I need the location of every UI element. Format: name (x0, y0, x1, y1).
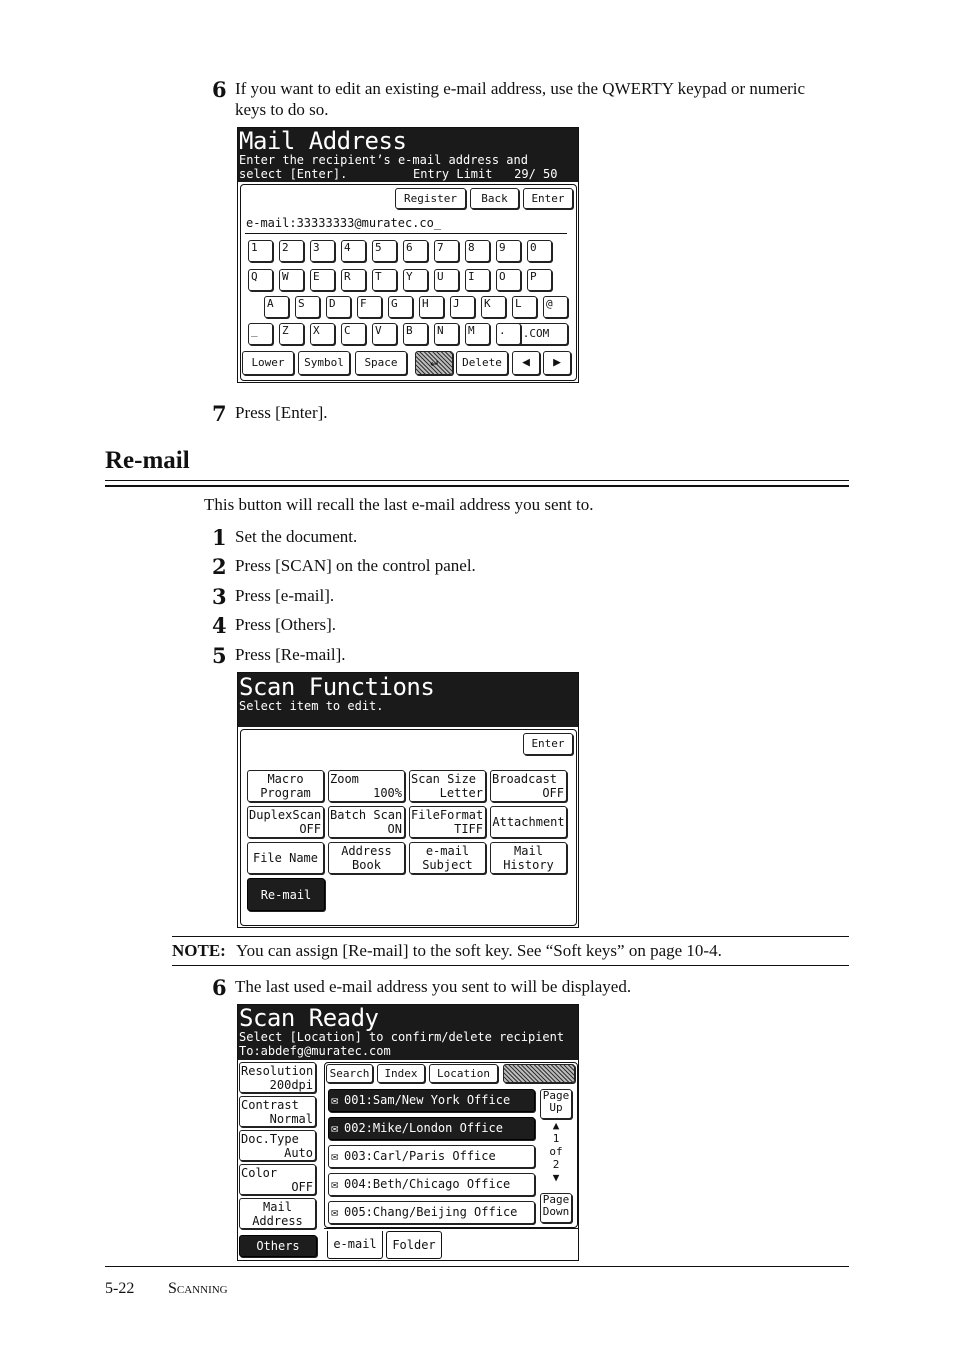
function-label: e-mail (425, 844, 470, 858)
page-of-label: of (549, 1145, 563, 1158)
current-page: 1 (552, 1132, 560, 1145)
key-1[interactable] (248, 240, 273, 262)
recipient-entry[interactable] (328, 1145, 535, 1168)
recipient-label: 004:Beth/Chicago Office (344, 1177, 511, 1191)
key-label: V (375, 324, 382, 337)
key-t[interactable] (372, 269, 397, 291)
step-number: 4 (212, 613, 227, 638)
key-label: . (499, 324, 506, 337)
key-9[interactable] (496, 240, 521, 262)
screen-header (238, 128, 578, 182)
key-label: I (468, 270, 475, 283)
cursor-right-icon[interactable]: ▶ (543, 351, 571, 375)
mail-address-screen (237, 127, 579, 383)
key-label: M (468, 324, 475, 337)
function-button-scan-size[interactable] (409, 770, 486, 802)
recipient-entry[interactable] (328, 1117, 535, 1140)
function-value: 100% (373, 786, 402, 800)
key-q[interactable] (248, 269, 273, 291)
key-label: 3 (313, 241, 320, 254)
screen-header (238, 673, 578, 727)
key-5[interactable] (372, 240, 397, 262)
scan-ready-screen (237, 1004, 579, 1261)
function-label: Attachment (492, 815, 565, 829)
key-o[interactable] (496, 269, 521, 291)
setting-label: Color (241, 1166, 278, 1180)
page-up-label-2: Up (549, 1101, 563, 1114)
step-number: 7 (212, 401, 227, 426)
envelope-icon: ✉ (331, 1093, 339, 1107)
enter-button[interactable]: Enter (523, 733, 573, 755)
key-8[interactable] (465, 240, 490, 262)
key-j[interactable] (450, 296, 475, 318)
key-label: K (484, 297, 491, 310)
page-indicator (540, 1119, 572, 1184)
setting-resolution[interactable] (239, 1062, 316, 1093)
entry-limit: Entry Limit 29/ 50 (413, 167, 558, 181)
key-label: 8 (468, 241, 475, 254)
key-label: B (406, 324, 413, 337)
envelope-icon: ✉ (331, 1177, 339, 1191)
function-button-macro[interactable] (247, 770, 324, 802)
key-label: D (329, 297, 336, 310)
key-s[interactable] (295, 296, 320, 318)
function-label: Macro (267, 772, 304, 786)
function-label: Mail (514, 844, 543, 858)
function-label: Broadcast (492, 772, 558, 786)
key-label: 9 (499, 241, 506, 254)
step-text: Press [SCAN] on the control panel. (235, 556, 476, 575)
function-button-attachment[interactable] (490, 806, 567, 838)
key-period[interactable] (496, 323, 521, 345)
note-label: NOTE: (172, 941, 226, 960)
key-label: _ (251, 324, 258, 337)
key-i[interactable] (465, 269, 490, 291)
re-mail-button[interactable]: Re-mail (247, 878, 325, 911)
function-button-file-name[interactable] (247, 842, 324, 874)
section-title: Re-mail (105, 447, 190, 474)
function-label: Batch Scan (330, 808, 403, 822)
key-6[interactable] (403, 240, 428, 262)
setting-mail[interactable] (239, 1198, 316, 1229)
key-e[interactable] (310, 269, 335, 291)
key-label: G (391, 297, 398, 310)
function-label: File Name (252, 851, 319, 865)
function-label: Zoom (330, 772, 359, 786)
key-v[interactable] (372, 323, 397, 345)
key-z[interactable] (279, 323, 304, 345)
section-rule-top (105, 480, 849, 481)
key-label: O (499, 270, 506, 283)
key-label: T (375, 270, 382, 283)
key-label: R (344, 270, 351, 283)
page-down-label-2: Down (542, 1205, 570, 1218)
function-value: Subject (422, 858, 473, 872)
step-text: Press [Re-mail]. (235, 645, 346, 664)
note-rule-bottom (172, 965, 849, 966)
note-rule-top (172, 936, 849, 937)
function-button-duplexscan[interactable] (247, 806, 324, 838)
setting-value: Address (252, 1214, 303, 1228)
cursor-left-icon[interactable]: ◀ (512, 351, 540, 375)
key-at[interactable] (543, 296, 568, 318)
search-button[interactable]: Search (326, 1064, 373, 1083)
screen-title: Mail Address (239, 127, 407, 155)
recipient-label: 005:Chang/Beijing Office (344, 1205, 518, 1219)
function-value: OFF (299, 822, 321, 836)
setting-doc-type[interactable] (239, 1130, 316, 1161)
key-n[interactable] (434, 323, 459, 345)
key-label: W (282, 270, 289, 283)
recipient-label: 003:Carl/Paris Office (344, 1149, 496, 1163)
function-button-fileformat[interactable] (409, 806, 486, 838)
step-text: Set the document. (235, 527, 358, 546)
function-button-batch-scan[interactable] (328, 806, 405, 838)
key-label: P (530, 270, 537, 283)
key-label: Z (282, 324, 289, 337)
function-button-e-mail[interactable] (409, 842, 486, 874)
step-number: 3 (212, 584, 227, 609)
function-label: DuplexScan (249, 808, 322, 822)
key-label: 4 (344, 241, 351, 254)
input-underline (245, 233, 567, 234)
key-7[interactable] (434, 240, 459, 262)
back-button[interactable]: Back (470, 188, 519, 209)
setting-value: Auto (284, 1146, 313, 1160)
function-label: Address (341, 844, 392, 858)
instruction-line-2: select [Enter]. (239, 167, 348, 181)
key-p[interactable] (527, 269, 552, 291)
key-label: J (453, 297, 460, 310)
recipient-line: To:abdefg@muratec.com (239, 1044, 391, 1058)
return-key-icon[interactable]: ↵ (415, 351, 453, 375)
key-label: L (515, 297, 522, 310)
function-button-zoom[interactable] (328, 770, 405, 802)
dotcom-key[interactable]: .COM (504, 323, 568, 345)
key-label: E (313, 270, 320, 283)
space-button[interactable]: Space (355, 351, 407, 375)
key-label: N (437, 324, 444, 337)
note-text: You can assign [Re-mail] to the soft key. See “Soft keys” on page 10-4. (236, 941, 722, 960)
setting-label: Contrast (241, 1098, 299, 1112)
register-button[interactable]: Register (395, 188, 466, 209)
key-underscore[interactable] (248, 323, 273, 345)
function-value: ON (387, 822, 402, 836)
step-number: 5 (212, 643, 227, 668)
page-up-arrow-icon: ▲ (552, 1119, 560, 1132)
key-label: 6 (406, 241, 413, 254)
location-button[interactable]: Location (429, 1064, 498, 1083)
key-label: 5 (375, 241, 382, 254)
key-label: 0 (530, 241, 537, 254)
key-label: S (298, 297, 305, 310)
key-label: A (267, 297, 274, 310)
footer-rule (105, 1266, 849, 1267)
step-number: 6 (212, 975, 227, 1000)
key-0[interactable] (527, 240, 552, 262)
key-label: C (344, 324, 351, 337)
key-c[interactable] (341, 323, 366, 345)
instruction-line: Select [Location] to confirm/delete recipient (239, 1030, 565, 1044)
key-label: X (313, 324, 320, 337)
key-2[interactable] (279, 240, 304, 262)
key-u[interactable] (434, 269, 459, 291)
envelope-icon: ✉ (331, 1149, 339, 1163)
key-k[interactable] (481, 296, 506, 318)
recipient-label: 001:Sam/New York Office (344, 1093, 511, 1107)
function-value: History (503, 858, 554, 872)
others-button[interactable]: Others (239, 1235, 317, 1257)
key-4[interactable] (341, 240, 366, 262)
screen-header (238, 1005, 578, 1060)
page-down-arrow-icon: ▼ (552, 1171, 560, 1184)
total-pages: 2 (552, 1158, 560, 1171)
setting-label: Mail (263, 1200, 292, 1214)
setting-value: OFF (291, 1180, 313, 1194)
key-l[interactable] (512, 296, 537, 318)
key-label: H (422, 297, 429, 310)
function-value: Program (260, 786, 311, 800)
key-a[interactable] (264, 296, 289, 318)
tab-email[interactable]: e-mail (327, 1231, 383, 1259)
function-button-broadcast[interactable] (490, 770, 567, 802)
key-b[interactable] (403, 323, 428, 345)
setting-value: Normal (269, 1112, 313, 1126)
key-h[interactable] (419, 296, 444, 318)
lower-button[interactable]: Lower (242, 351, 294, 375)
key-r[interactable] (341, 269, 366, 291)
page-down-label-1: Page (542, 1193, 570, 1206)
key-label: 7 (437, 241, 444, 254)
tab-strip-rule (324, 1228, 578, 1229)
function-value: Book (352, 858, 381, 872)
recipient-label: 002:Mike/London Office (344, 1121, 503, 1135)
delete-button[interactable]: Delete (456, 351, 508, 375)
key-w[interactable] (279, 269, 304, 291)
email-input[interactable]: e-mail:33333333@muratec.co_ (246, 216, 442, 230)
section-rule-bottom (105, 485, 849, 487)
setting-label: Doc.Type (241, 1132, 299, 1146)
instruction-line-1: Enter the recipient’s e-mail address and (239, 153, 528, 167)
recipient-entry[interactable] (328, 1201, 535, 1224)
page-up-label-1: Page (542, 1089, 570, 1102)
function-value: OFF (542, 786, 564, 800)
envelope-icon: ✉ (331, 1205, 339, 1219)
tab-folder[interactable]: Folder (386, 1231, 442, 1259)
key-f[interactable] (357, 296, 382, 318)
key-m[interactable] (465, 323, 490, 345)
index-button[interactable]: Index (377, 1064, 425, 1083)
recipient-entry[interactable] (328, 1089, 535, 1112)
setting-value: 200dpi (269, 1078, 313, 1092)
key-label: Q (251, 270, 258, 283)
step-number: 2 (212, 554, 227, 579)
function-value: TIFF (454, 822, 483, 836)
key-g[interactable] (388, 296, 413, 318)
step-text: Press [Enter]. (235, 403, 328, 422)
setting-color[interactable] (239, 1164, 316, 1195)
step-number: 1 (212, 525, 227, 550)
scan-functions-screen (237, 672, 579, 928)
step-text: Press [e-mail]. (235, 586, 335, 605)
key-y[interactable] (403, 269, 428, 291)
function-label: Scan Size (411, 772, 477, 786)
key-label: Y (406, 270, 413, 283)
screen-title: Scan Ready (239, 1004, 379, 1032)
step-number: 6 (212, 77, 227, 102)
hatched-tab-button[interactable] (503, 1064, 575, 1083)
section-intro: This button will recall the last e-mail address you sent to. (204, 495, 594, 514)
step-text: If you want to edit an existing e-mail address, use the QWERTY keypad or numeric keys to do so. (235, 79, 806, 119)
function-button-address[interactable] (328, 842, 405, 874)
instruction-line: Select item to edit. (239, 699, 384, 713)
key-3[interactable] (310, 240, 335, 262)
page-number: 5-22 (105, 1280, 135, 1297)
envelope-icon: ✉ (331, 1121, 339, 1135)
symbol-button[interactable]: Symbol (298, 351, 350, 375)
step-text: The last used e-mail address you sent to will be displayed. (235, 977, 632, 996)
enter-button[interactable]: Enter (523, 188, 573, 209)
function-value: Letter (439, 786, 483, 800)
setting-contrast[interactable] (239, 1096, 316, 1127)
key-label: @ (546, 297, 553, 310)
key-d[interactable] (326, 296, 351, 318)
key-label: 1 (251, 241, 258, 254)
key-label: U (437, 270, 444, 283)
screen-title: Scan Functions (239, 673, 435, 701)
key-label: F (360, 297, 367, 310)
key-x[interactable] (310, 323, 335, 345)
page-down-button[interactable] (540, 1193, 572, 1223)
setting-label: Resolution (241, 1064, 314, 1078)
chapter-name: Scanning (168, 1280, 228, 1297)
step-text: Press [Others]. (235, 615, 337, 634)
function-button-mail[interactable] (490, 842, 567, 874)
page-up-button[interactable] (540, 1089, 572, 1119)
email-input-value: e-mail:33333333@muratec.co (246, 216, 434, 230)
function-label: FileFormat (411, 808, 484, 822)
key-label: 2 (282, 241, 289, 254)
recipient-entry[interactable] (328, 1173, 535, 1196)
